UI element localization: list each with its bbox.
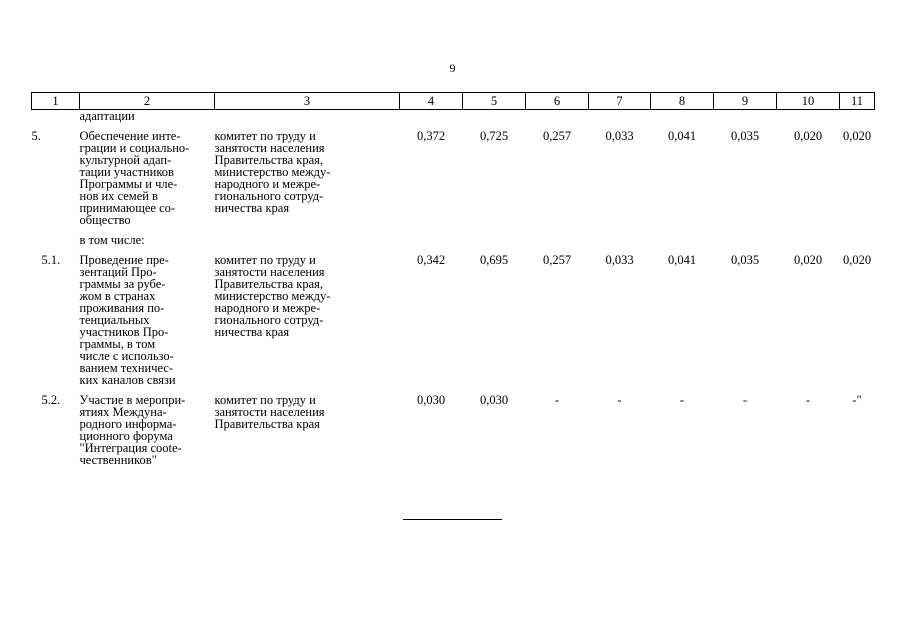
row-value: 0,020 — [793, 129, 823, 143]
column-header: 8 — [651, 93, 714, 110]
row-value: 0,020 — [793, 253, 823, 267]
row-value: -" — [852, 393, 862, 407]
row-value: 0,030 — [416, 393, 446, 407]
row-value: 0,035 — [730, 129, 760, 143]
row-number: 5. — [31, 129, 41, 143]
row-responsible: комитет по труду и занятости населения Правительства края — [214, 393, 325, 431]
row-value: 0,041 — [667, 253, 697, 267]
column-header: 6 — [526, 93, 589, 110]
row-value: 0,020 — [842, 253, 872, 267]
row-value: 0,041 — [667, 129, 697, 143]
row-responsible: комитет по труду и занятости населения Правительства края, министерство между- народного и межре- гионального сотруд- ничества края — [214, 253, 331, 339]
continuation-text: адаптации — [79, 109, 135, 123]
table-row — [32, 394, 875, 466]
row-value: 0,033 — [605, 129, 634, 143]
row-value: 0,257 — [542, 129, 572, 143]
column-header: 3 — [215, 93, 400, 110]
row-name: Обеспечение инте- грации и социально- культурной адап- тации участников Программы и чле- нов их семей в принимающее со- общество — [79, 129, 190, 227]
row-value: - — [554, 393, 560, 407]
column-header: 9 — [714, 93, 777, 110]
table-row — [32, 254, 875, 386]
row-value: 0,695 — [479, 253, 509, 267]
column-header: 5 — [463, 93, 526, 110]
continuation-row — [32, 110, 875, 123]
row-name: Участие в меропри- ятиях Междуна- родного информа- ционного форума "Интеграция соote- чественников" — [79, 393, 186, 467]
page-number: 9 — [449, 61, 456, 75]
footer-separator-line — [403, 519, 502, 520]
row-number: 5.1. — [41, 253, 61, 267]
column-header: 10 — [777, 93, 840, 110]
row-value: 0,342 — [416, 253, 446, 267]
column-header: 11 — [840, 93, 875, 110]
row-value: - — [805, 393, 811, 407]
table-row — [32, 130, 875, 226]
row-value: 0,725 — [479, 129, 509, 143]
row-value: 0,257 — [542, 253, 572, 267]
subheading-row — [32, 234, 875, 246]
row-value: 0,033 — [605, 253, 634, 267]
row-value: 0,035 — [730, 253, 760, 267]
row-value: 0,372 — [416, 129, 446, 143]
column-header: 7 — [589, 93, 651, 110]
subheading-text: в том числе: — [79, 233, 145, 247]
column-header: 4 — [400, 93, 463, 110]
column-header: 1 — [32, 93, 80, 110]
row-value: - — [742, 393, 748, 407]
row-value: - — [679, 393, 685, 407]
program-table — [31, 92, 875, 466]
row-value: 0,020 — [842, 129, 872, 143]
row-number: 5.2. — [41, 393, 61, 407]
row-responsible: комитет по труду и занятости населения Правительства края, министерство между- народного и межре- гионального сотруд- ничества края — [214, 129, 331, 215]
column-header-row — [32, 93, 875, 110]
row-name: Проведение пре- зентаций Про- граммы за рубе- жом в странах проживания по- тенциальных участников Про- граммы, в том числе с использо- ванием техничес- ких каналов связи — [79, 253, 176, 387]
row-value: 0,030 — [479, 393, 509, 407]
column-header: 2 — [80, 93, 215, 110]
row-value: - — [617, 393, 622, 407]
